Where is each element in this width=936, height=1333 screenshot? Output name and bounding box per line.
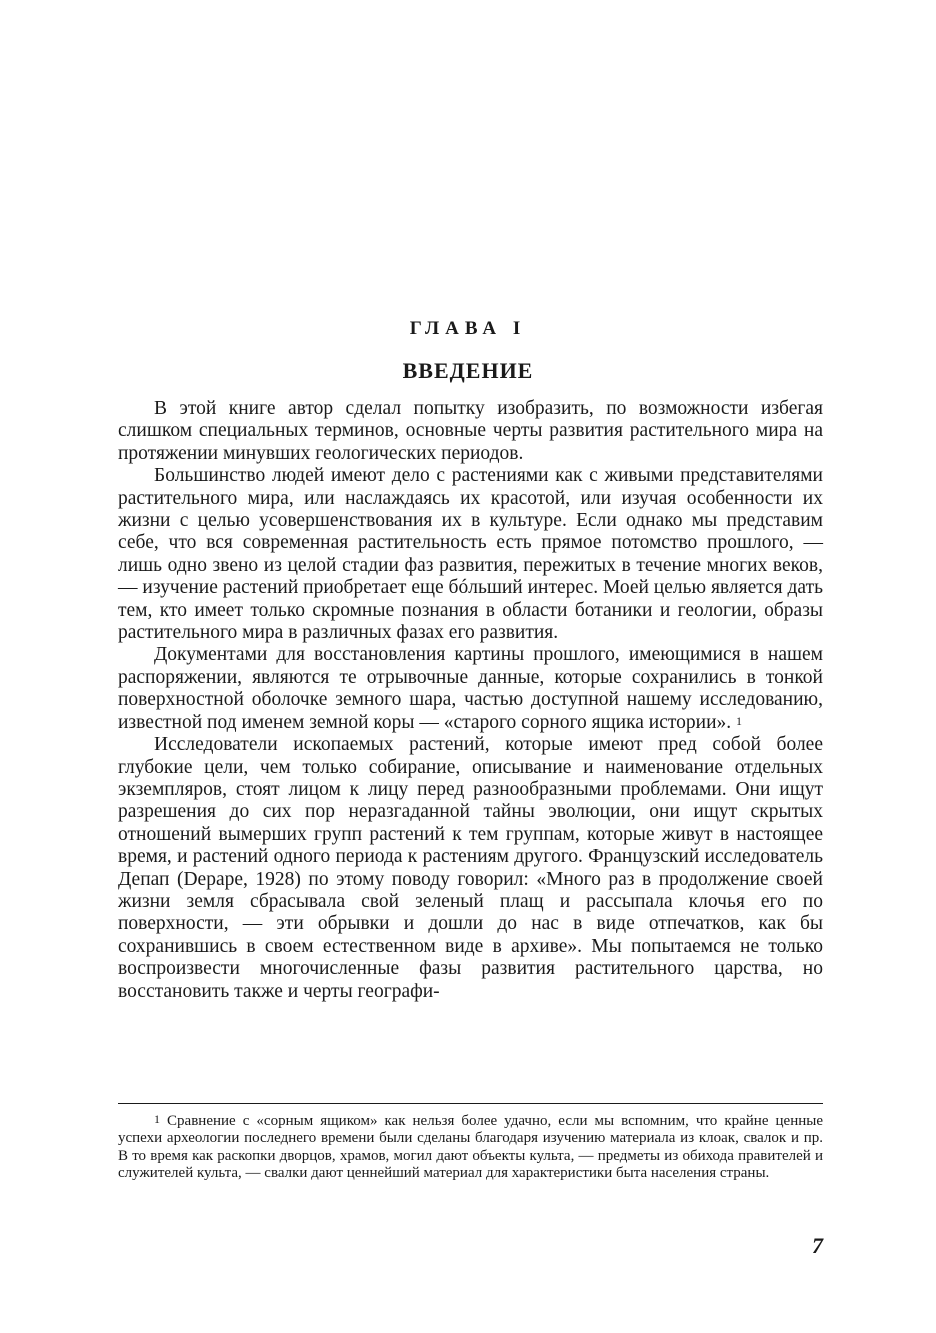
footnote-divider — [118, 1103, 823, 1104]
paragraph-1: В этой книге автор сделал попытку изобразить, по возможности избегая слишком специальных терминов, основные черты развития растительного мира на протяжении минувших геологических периодов. — [118, 398, 823, 464]
paragraph-3-text: Документами для восстановления картины прошлого, имеющимися в нашем распоряжении, являются те отрывочные данные, которые сохранились в тонкой поверхностной оболочке земного шара, частью доступной нашему исследованию, известной под именем земной коры — «старого сорного ящика истории». — [118, 644, 823, 733]
footnote-reference: 1 — [736, 713, 743, 728]
page-number: 7 — [812, 1233, 823, 1258]
chapter-title: ВВЕДЕНИЕ — [402, 358, 534, 383]
footnote — [118, 1113, 823, 1182]
paragraph-4: Исследователи ископаемых растений, которые имеют пред собой более глубокие цели, чем только собирание, описывание и наименование отдельных экземпляров, стоят лицом к лицу перед разнообразными проблемами. Они ищут разрешения до сих пор неразгаданной тайны эволюции, они ищут скрытых отношений вымерших групп растений к тем группам, которые живут в настоящее время, и растений одного периода к растениям другого. Французский исследователь Депап (Depape, 1928) по этому поводу говорил: «Много раз в продолжение своей жизни земля сбрасывала свой зеленый плащ и рассыпала клочья его по поверхности, — эти обрывки и дошли до нас в виде отпечатков, как бы сохранившись в своем естественном виде в архиве». Мы попытаемся не только воспроизвести многочисленные фазы развития растительного царства, но восстановить также и черты географи- — [118, 734, 823, 1002]
body-text — [118, 398, 823, 1003]
footnote-marker: 1 — [154, 1112, 160, 1126]
paragraph-3 — [118, 644, 823, 734]
chapter-label: ГЛАВА I — [409, 318, 527, 339]
footnote-text: Сравнение с «сорным ящиком» как нельзя более удачно, если мы вспомним, что крайне ценные успехи археологии последнего времени были сделаны благодаря изучению материала из клоак, свалок и пр. В то время как раскопки дворцов, храмов, могил дают объекты культа, — предметы из обихода правителей и служителей культа, — свалки дают ценнейший материал для характеристики быта населения страны. — [118, 1113, 823, 1181]
paragraph-2: Большинство людей имеют дело с растениями как с живыми представителями растительного мира, или наслаждаясь их красотой, или изучая особенности их жизни с целью усовершенствования их в культуре. Если однако мы представим себе, что вся современная растительность есть прямое потомство прошлого, — лишь одно звено из целой стадии фаз развития, пережитых в течение многих веков, — изучение растений приобретает еще бóльший интерес. Моей целью является дать тем, кто имеет только скромные познания в области ботаники и геологии, образы растительного мира в различных фазах его развития. — [118, 465, 823, 644]
